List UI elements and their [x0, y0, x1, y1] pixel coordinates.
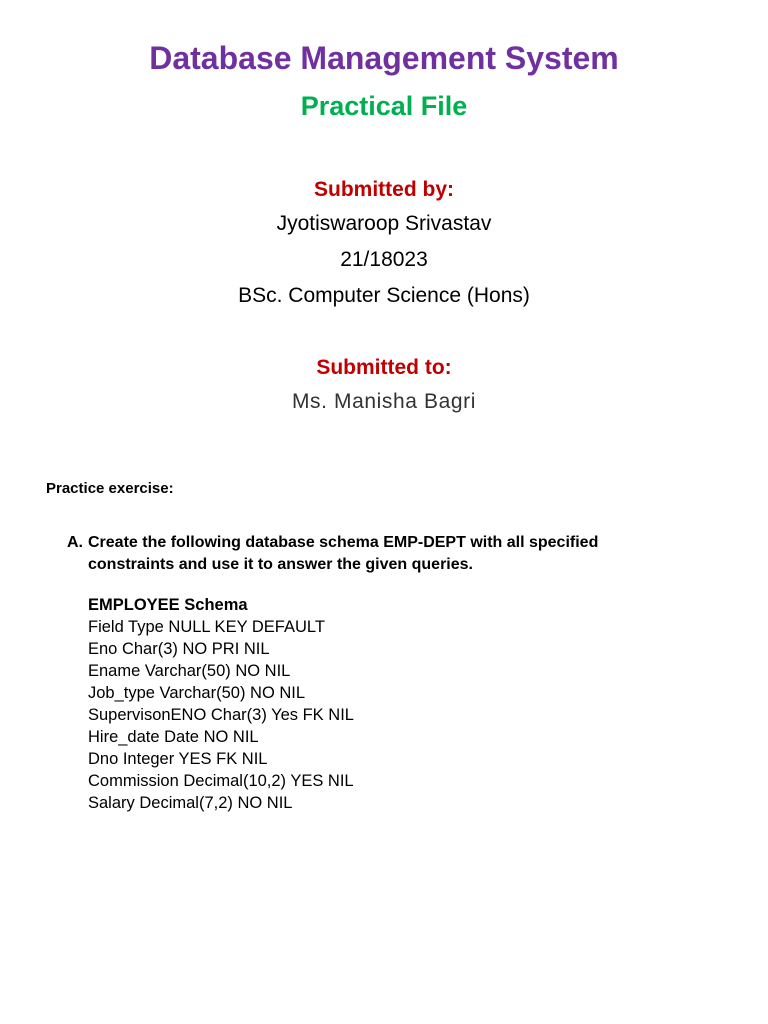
question-letter: A.: [67, 534, 83, 551]
schema-line: Field Type NULL KEY DEFAULT: [88, 618, 325, 636]
schema-line: Salary Decimal(7,2) NO NIL: [88, 794, 293, 812]
question-line-2: constraints and use it to answer the given queries.: [88, 556, 473, 573]
question-text-1: Create the following database schema EMP-DEPT with all specified: [88, 534, 599, 551]
schema-line: Job_type Varchar(50) NO NIL: [88, 684, 306, 702]
schema-line: Hire_date Date NO NIL: [88, 728, 259, 746]
schema-heading: EMPLOYEE Schema: [88, 596, 248, 614]
document-subtitle: Practical File: [300, 91, 468, 121]
practice-heading: Practice exercise:: [46, 480, 174, 497]
schema-line: Eno Char(3) NO PRI NIL: [88, 640, 270, 658]
submitted-by-label: Submitted by:: [314, 178, 454, 201]
document-title: Database Management System: [149, 40, 619, 76]
schema-line: Commission Decimal(10,2) YES NIL: [88, 772, 354, 790]
employee-schema: [88, 594, 354, 814]
submitted-to-label: Submitted to:: [316, 356, 452, 379]
student-name: Jyotiswaroop Srivastav: [276, 212, 492, 235]
schema-line: Ename Varchar(50) NO NIL: [88, 662, 291, 680]
schema-line: SupervisonENO Char(3) Yes FK NIL: [88, 706, 354, 724]
schema-line: Dno Integer YES FK NIL: [88, 750, 268, 768]
course-name: BSc. Computer Science (Hons): [238, 284, 530, 307]
roll-number: 21/18023: [340, 248, 428, 271]
question-line-1: [67, 532, 598, 554]
question-a: [67, 532, 598, 576]
teacher-name: Ms. Manisha Bagri: [291, 390, 477, 413]
